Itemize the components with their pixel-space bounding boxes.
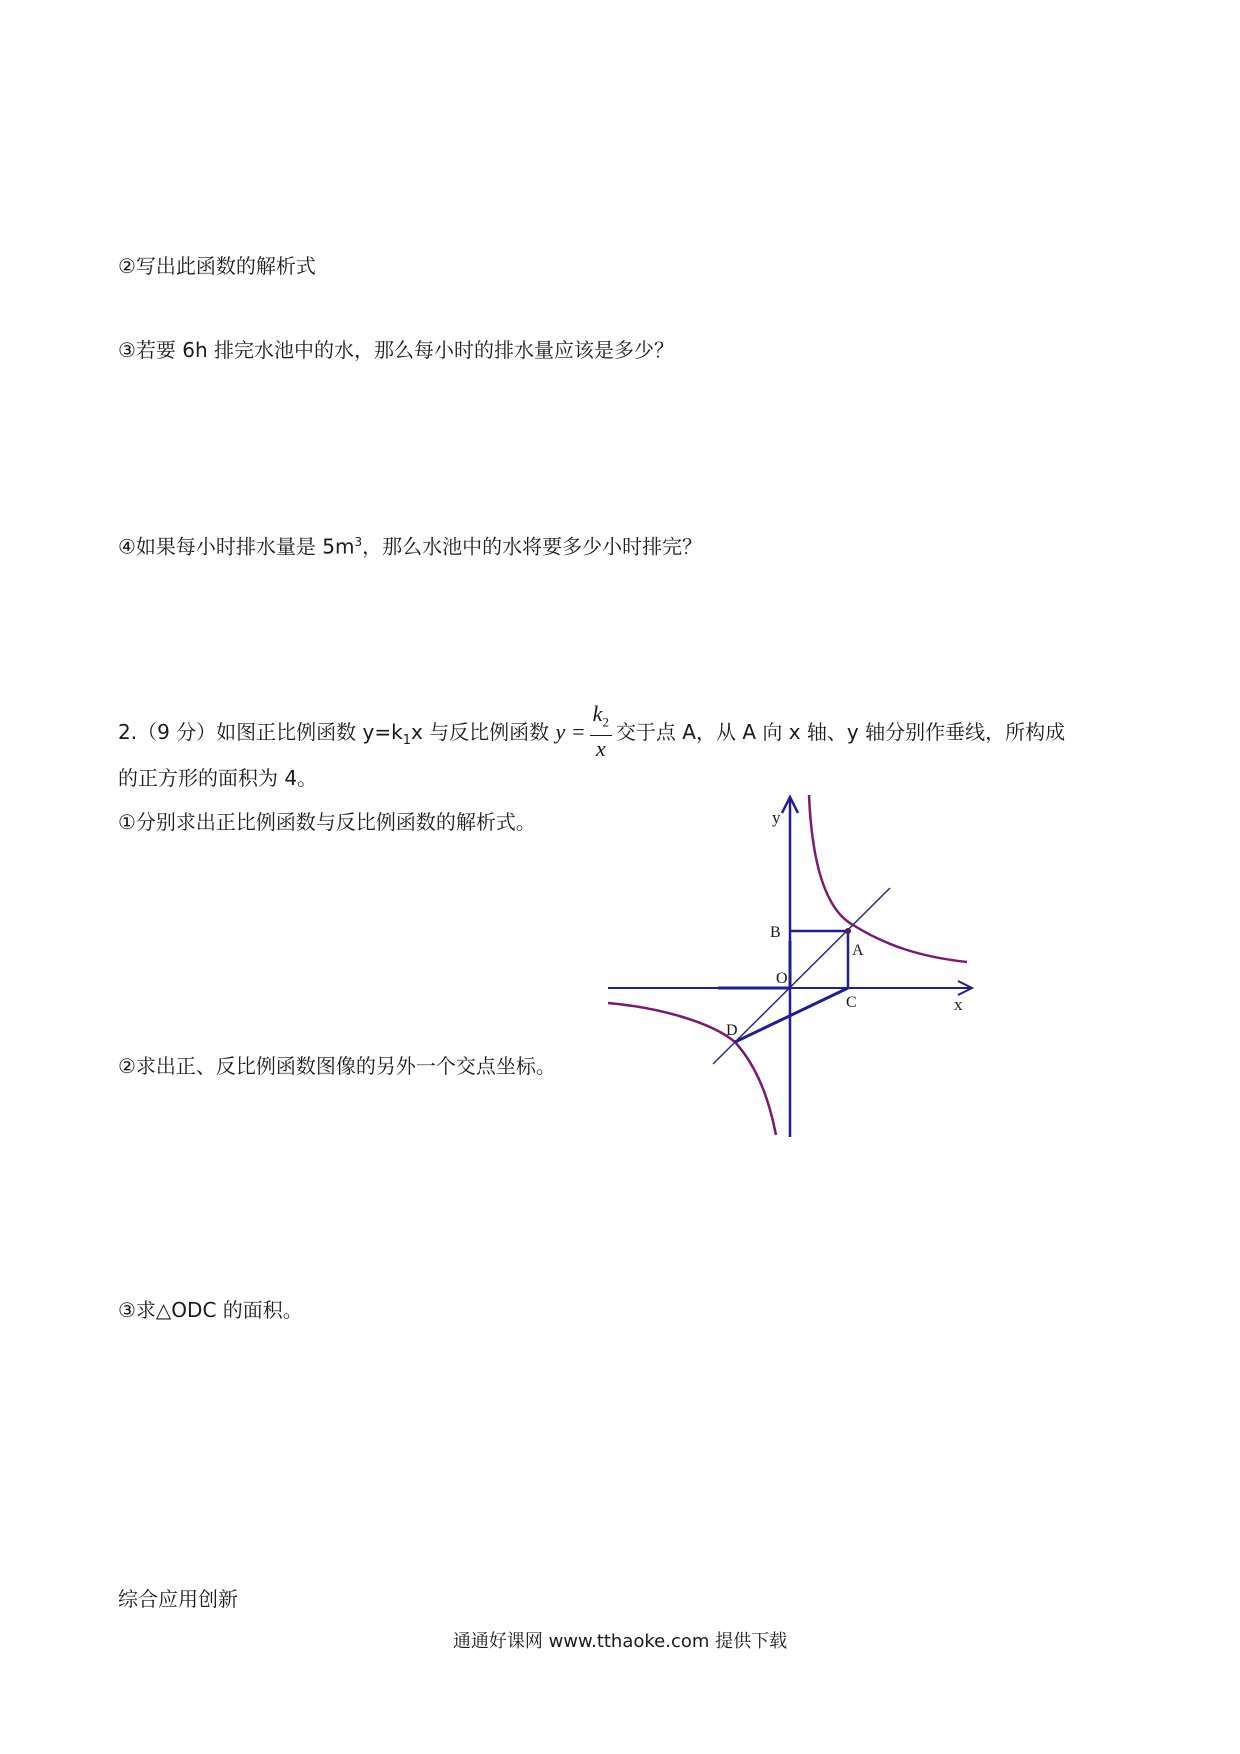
q1-part4-suffix: ，那么水池中的水将要多少小时排完？ [362,534,703,559]
q1-part3: ③若要 6h 排完水池中的水，那么每小时的排水量应该是多少？ [118,338,675,362]
label-y-axis: y [772,808,781,827]
q2-part1: ①分别求出正比例函数与反比例函数的解析式。 [118,810,536,834]
label-B: B [770,924,781,941]
q2-intro-line2: 的正方形的面积为 4。 [118,766,318,790]
q1-part4-sup: 3 [354,535,363,549]
q2-frac-den: x [595,736,606,762]
q1-part2: ②写出此函数的解析式 [118,254,316,278]
point-A-marker [845,928,851,934]
q1-part4-prefix: ④如果每小时排水量是 5m [118,534,355,559]
hyperbola-branch-q3 [608,1003,776,1135]
q2-intro-c: 交于点 A，从 A 向 x 轴、y 轴分别作垂线，所构成 [615,720,1066,745]
page-footer: 通通好课网 www.tthaoke.com 提供下载 [452,1631,788,1652]
q2-frac-lhs: y = [555,719,586,745]
segment-DC [735,988,848,1042]
section-title: 综合应用创新 [118,1587,238,1611]
label-C: C [846,994,857,1011]
q2-fraction [590,701,612,762]
q2-frac-num-k: k [592,701,603,726]
q1-part4 [118,528,702,561]
q2-intro-a: 2.（9 分）如图正比例函数 y=k [118,720,403,745]
proportional-line [713,888,890,1064]
q2-intro-sub: 1 [402,733,411,749]
q2-intro-b: x 与反比例函数 [410,720,550,745]
label-x-axis: x [954,995,963,1014]
q2-intro [118,703,1065,764]
q2-part2: ②求出正、反比例函数图像的另外一个交点坐标。 [118,1054,556,1078]
function-graph-figure [600,785,980,1140]
q2-part3: ③求△ODC 的面积。 [118,1298,303,1322]
label-origin: O [776,970,788,987]
label-D: D [726,1022,738,1039]
label-A: A [852,942,864,959]
q2-frac-num [590,701,612,736]
hyperbola-branch-q1 [809,795,967,962]
q2-frac-num-sub: 2 [602,714,609,730]
